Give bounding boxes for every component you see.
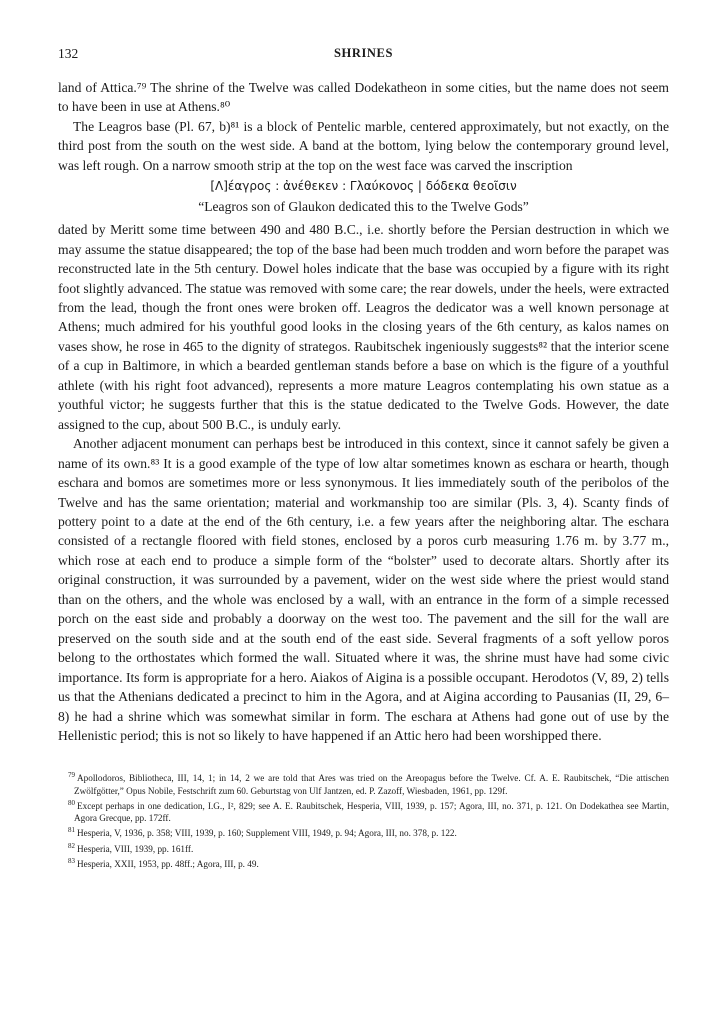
footnote-text: Apollodoros, Bibliotheca, III, 14, 1; in 14, 2 we are told that Ares was tried on the Areopagus before the Twelve. Cf. A. E. Raubitschek, “Die attischen Zwölfgötter,” Opus Nobile, Festschrift zum 60. Geburtstag von Ulf Jantzen, ed. P. Zazoff, Wiesbaden, 1961, pp. 129f.: [74, 773, 669, 796]
inscription-block: [58, 177, 669, 216]
footnote-marker: 80: [68, 798, 75, 807]
footnote-text: Hesperia, V, 1936, p. 358; VIII, 1939, p. 160; Supplement VIII, 1949, p. 94; Agora, III, no. 378, p. 122.: [77, 828, 457, 839]
footnote-text: Hesperia, XXII, 1953, pp. 48ff.; Agora, III, p. 49.: [77, 858, 259, 869]
inscription-greek: [Λ]έαγρος : ἀνέθεκεν : Γλαύκονος | δόδεκα θεοῖσιν: [210, 179, 517, 194]
paragraph-2: The Leagros base (Pl. 67, b)⁸¹ is a block of Pentelic marble, centered approximately, but not exactly, on the third post from the south on the west side. A band at the bottom, lying below the contemporary ground level, was left rough. On a narrow smooth strip at the top on the west face was carved the inscription: [58, 118, 669, 173]
inscription-translation: “Leagros son of Glaukon dedicated this to the Twelve Gods”: [198, 198, 529, 214]
body-text: [58, 78, 669, 745]
footnote-text: Except perhaps in one dedication, I.G., I², 829; see A. E. Raubitschek, Hesperia, VIII, 1939, p. 157; Agora, III, no. 371, p. 121. On Dodekathea see Martin, Agora Grecque, pp. 172ff.: [74, 800, 669, 824]
footnote-marker: 79: [68, 771, 75, 780]
paragraph-4: Another adjacent monument can perhaps best be introduced in this context, since it cannot safely be given a name of its own.⁸³ It is a good example of the type of low altar sometimes known as eschara or hearth, though eschara and bomos are sometimes more or less synonymous. It lies immediately south of the peribolos of the Twelve and has the same orientation; material and workmanship too are similar (Pls. 3, 4). Scanty finds of pottery point to a date at the end of the 6th century, i.e. a few years after the neighboring altar. The eschara consisted of a rectangle floored with field stones, enclosed by a poros curb measuring 1.76 m. by 3.77 m., which rose at each end to produce a simple form of the “bolster” used to decorate altars. Shortly after its original construction, it was surrounded by a pavement, wider on the west side where the priest would stand than on the others, and the whole was enclosed by a wall, with an entrance in the form of a simple recessed porch on the east side and probably a doorway on the west too. The pavement and the sill for the wall are preserved on the south side and at the south end of the east side. Several fragments of a soft yellow poros belong to the orthostates which formed the wall. Situated where it was, the shrine must have had some civic importance. Its form is appropriate for a hero. Aiakos of Aigina is a possible occupant. Herodotos (V, 89, 2) tells us that the Athenians dedicated a precinct to him in the Agora, and at Aigina according to Pausanias (II, 29, 6–8) he had a shrine which was somewhat similar in form. The eschara at Athens had gone out of use by the Hellenistic period; this is not so likely to have happened if an Attic hero had been worshipped there.: [58, 436, 669, 743]
paragraph-3: dated by Meritt some time between 490 and 480 B.C., i.e. shortly before the Persian destruction in which we may assume the statue disappeared; the top of the base had been much trodden and worn before the parapet was reconstructed late in the 5th century. Dowel holes indicate that the base was occupied by a figure with its right foot slightly advanced. The statue was removed with some care; the rear dowels, under the heels, were extracted from the lead, though the front ones were broken off. Leagros the dedicator was a well known personage at Athens; much admired for his youthful good looks in the closing years of the 6th century, as kalos names on vases show, he rose in 465 to the dignity of strategos. Raubitschek ingeniously suggests⁸² that the interior scene of a cup in Baltimore, in which a bearded gentleman stands before a base on which is the figure of a youthful athlete (with his right foot advanced), represents a more mature Leagros contemplating his own statue as a youthful victor; he suggests further that this is the statue dedicated to the Twelve Gods. However, the date assigned to the cup, about 500 B.C., is unduly early.: [58, 222, 669, 432]
running-title: SHRINES: [333, 46, 394, 60]
footnotes: [58, 769, 669, 870]
footnote: [58, 769, 669, 796]
footnote: [58, 855, 669, 870]
footnote: [58, 797, 669, 824]
footnote: [58, 824, 669, 839]
footnote-marker: 82: [68, 841, 75, 850]
footnote-text: Hesperia, VIII, 1939, pp. 161ff.: [77, 843, 194, 854]
footnote-marker: 83: [68, 856, 75, 865]
page-header: [58, 46, 669, 68]
page-number: 132: [58, 46, 79, 61]
footnote-marker: 81: [68, 826, 75, 835]
footnote: [58, 840, 669, 855]
paragraph-1: land of Attica.⁷⁹ The shrine of the Twelve was called Dodekatheon in some cities, but the name does not seem to have been in use at Athens.⁸⁰: [58, 80, 669, 115]
